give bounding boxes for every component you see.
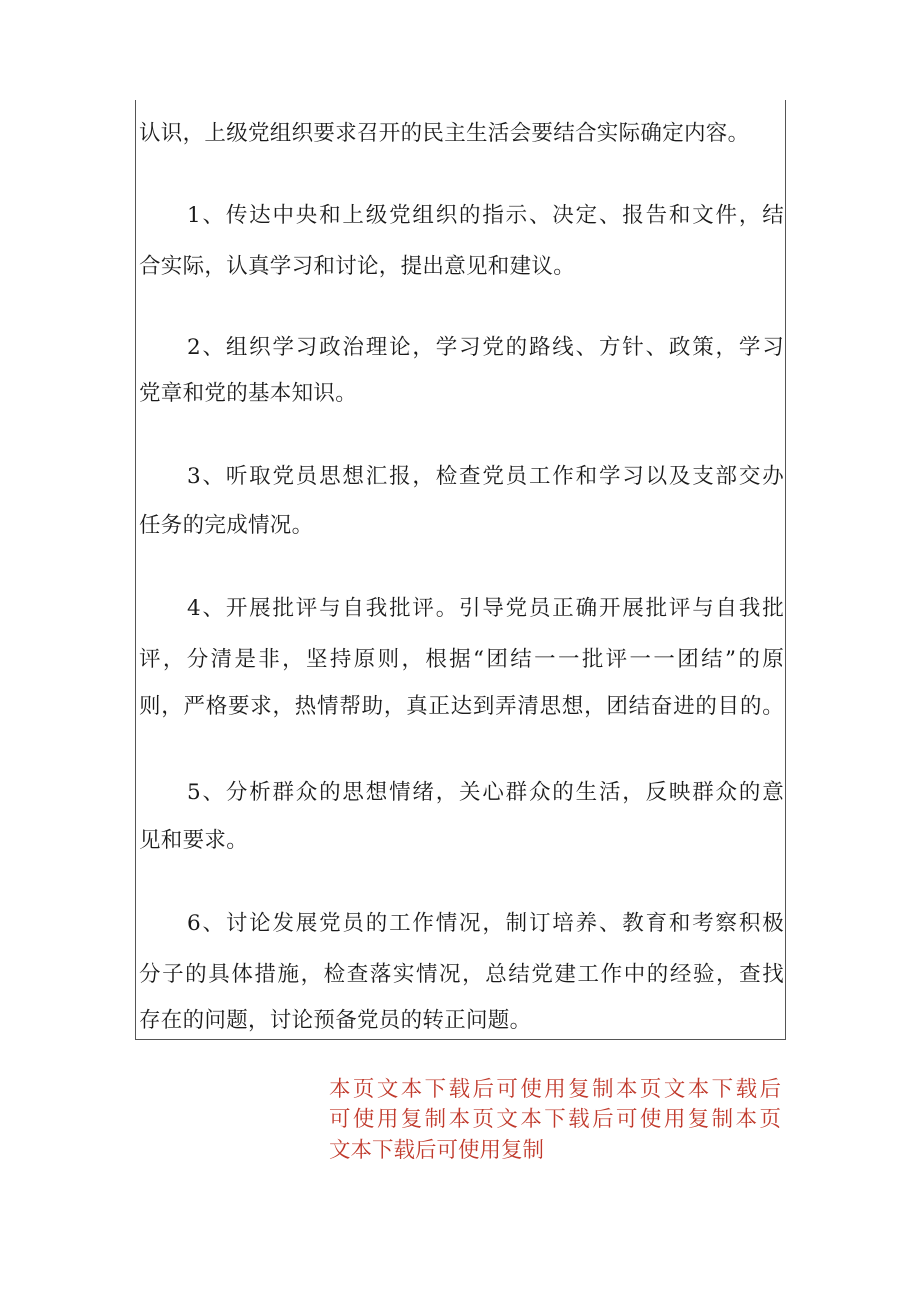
download-note-line-3: 文本下载后可使用复制 xyxy=(329,1138,545,1163)
document-table-cell xyxy=(135,100,786,1040)
item-3-line-1: 3、听取党员思想汇报，检查党员工作和学习以及支部交办 xyxy=(187,464,784,489)
item-1-line-1: 1、传达中央和上级党组织的指示、决定、报告和文件，结 xyxy=(187,203,784,228)
item-6-line-1: 6、讨论发展党员的工作情况，制订培养、教育和考察积极 xyxy=(187,911,784,936)
item-4-line-3: 则，严格要求，热情帮助，真正达到弄清思想，团结奋进的目的。 xyxy=(139,694,784,719)
item-1-line-2: 合实际，认真学习和讨论，提出意见和建议。 xyxy=(139,254,576,279)
item-2-line-1: 2、组织学习政治理论，学习党的路线、方针、政策，学习 xyxy=(187,335,784,360)
item-3-line-2: 任务的完成情况。 xyxy=(139,513,314,538)
download-note-line-2: 可使用复制本页文本下载后可使用复制本页 xyxy=(329,1107,781,1132)
item-4-line-1: 4、开展批评与自我批评。引导党员正确开展批评与自我批 xyxy=(187,596,784,621)
item-5-line-2: 见和要求。 xyxy=(139,828,249,853)
paragraph-intro-line: 认识，上级党组织要求召开的民主生活会要结合实际确定内容。 xyxy=(139,121,750,146)
item-6-line-3: 存在的问题，讨论预备党员的转正问题。 xyxy=(139,1008,532,1033)
item-4-line-2: 评，分清是非，坚持原则，根据“团结一一批评一一团结”的原 xyxy=(139,647,784,672)
item-6-line-2: 分子的具体措施，检查落实情况，总结党建工作中的经验，查找 xyxy=(139,962,784,987)
item-5-line-1: 5、分析群众的思想情绪，关心群众的生活，反映群众的意 xyxy=(187,780,784,805)
item-2-line-2: 党章和党的基本知识。 xyxy=(139,381,358,406)
download-note-line-1: 本页文本下载后可使用复制本页文本下载后 xyxy=(329,1077,781,1102)
